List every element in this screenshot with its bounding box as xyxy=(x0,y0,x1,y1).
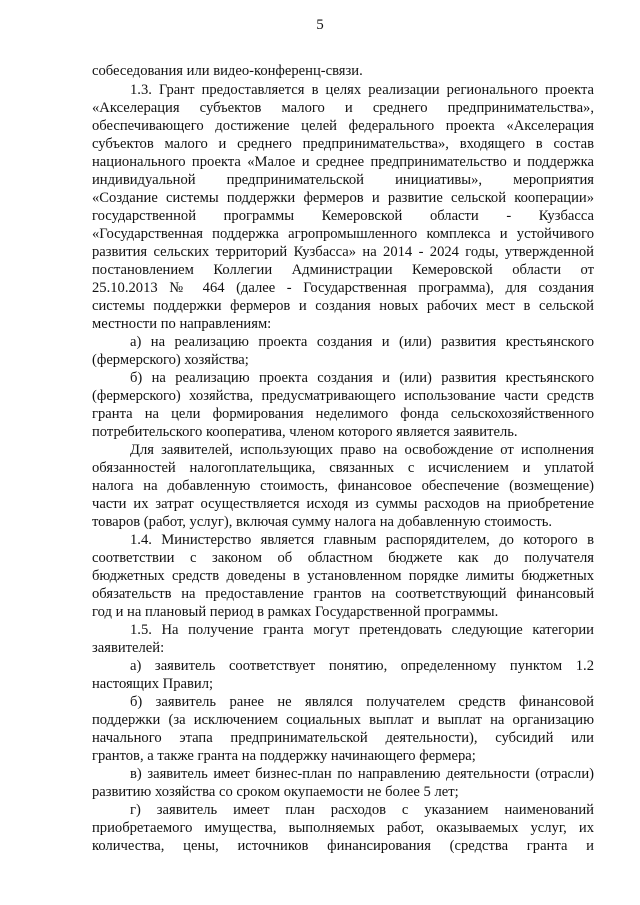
text-line: части их затрат осуществляется исходя из суммы расходов на приобретение xyxy=(92,496,594,512)
text-line: 1.5. На получение гранта могут претендовать следующие категории xyxy=(130,622,594,638)
text-line: государственной программы Кемеровской области - Кузбасса xyxy=(92,208,594,224)
text-line: заявителей: xyxy=(92,640,165,656)
text-line: количества, цены, источников финансирования (средства гранта и xyxy=(92,838,594,854)
text-line: соответствии с законом об областном бюджете как до получателя xyxy=(92,550,594,566)
text-line: б) заявитель ранее не являлся получателем средств финансовой xyxy=(130,694,594,710)
text-line: «Акселерация субъектов малого и среднего предпринимательства», xyxy=(92,100,594,116)
text-line: системы поддержки фермеров и создания новых рабочих мест в сельской xyxy=(92,298,594,314)
text-line: обязанностей налогоплательщика, связанных с исчислением и уплатой xyxy=(92,460,594,476)
text-line: (фермерского) хозяйства; xyxy=(92,352,249,368)
text-line: налога на добавленную стоимость, финансовое обеспечение (возмещение) xyxy=(92,478,594,494)
text-line: местности по направлениям: xyxy=(92,316,272,332)
text-line: а) заявитель соответствует понятию, определенному пунктом 1.2 xyxy=(130,658,594,674)
page-number: 5 xyxy=(316,17,324,33)
text-line: обязательств на предоставление грантов на соответствующий финансовый xyxy=(92,586,594,602)
text-line: развития сельских территорий Кузбасса» на 2014 - 2024 годы, утвержденной xyxy=(92,244,594,260)
text-line: поддержки (за исключением социальных выплат и выплат на организацию xyxy=(92,712,594,728)
text-line: потребительского кооператива, членом которого является заявитель. xyxy=(92,424,518,440)
text-line: национального проекта «Малое и среднее предпринимательство и поддержка xyxy=(92,154,594,170)
text-line: 1.3. Грант предоставляется в целях реализации регионального проекта xyxy=(130,82,594,98)
text-line: субъектов малого и среднего предпринимательства», входящего в состав xyxy=(92,136,594,152)
text-line: товаров (работ, услуг), включая сумму налога на добавленную стоимость. xyxy=(92,514,553,530)
text-line: «Создание системы поддержки фермеров и развитие сельской кооперации» xyxy=(92,190,594,206)
text-line: постановлением Коллегии Администрации Кемеровской области от xyxy=(92,262,594,278)
text-line: бюджетных средств доведены в установленном порядке лимиты бюджетных xyxy=(92,568,594,584)
text-line: индивидуальной предпринимательской инициативы», мероприятия xyxy=(92,172,594,188)
text-line: собеседования или видео-конференц-связи. xyxy=(92,63,363,79)
text-line: обеспечивающего достижение целей федерального проекта «Акселерация xyxy=(92,118,594,134)
text-line: гранта на цели формирования неделимого фонда сельскохозяйственного xyxy=(92,406,594,422)
text-line: г) заявитель имеет план расходов с указанием наименований xyxy=(130,802,594,818)
text-line: развитию хозяйства со сроком окупаемости не более 5 лет; xyxy=(92,784,459,800)
text-line: (фермерского) хозяйства, предусматривающего использование части средств xyxy=(92,388,594,404)
text-line: а) на реализацию проекта создания и (или) развития крестьянского xyxy=(130,334,594,350)
text-line: грантов, а также гранта на поддержку начинающего фермера; xyxy=(92,748,476,764)
text-line: 1.4. Министерство является главным распорядителем, до которого в xyxy=(130,532,594,548)
text-line: в) заявитель имеет бизнес-план по направлению деятельности (отрасли) xyxy=(130,766,594,782)
text-line: приобретаемого имущества, выполняемых работ, оказываемых услуг, их xyxy=(92,820,594,836)
text-line: настоящих Правил; xyxy=(92,676,214,692)
text-line: начального этапа предпринимательской деятельности), субсидий или xyxy=(92,730,594,746)
text-line: год и на плановый период в рамках Государственной программы. xyxy=(92,604,499,620)
text-line: 25.10.2013 № 464 (далее - Государственная программа), для создания xyxy=(92,280,594,296)
text-line: Для заявителей, использующих право на освобождение от исполнения xyxy=(130,442,594,458)
text-line: б) на реализацию проекта создания и (или) развития крестьянского xyxy=(130,370,594,386)
text-line: «Государственная поддержка агропромышленного комплекса и устойчивого xyxy=(92,226,594,242)
